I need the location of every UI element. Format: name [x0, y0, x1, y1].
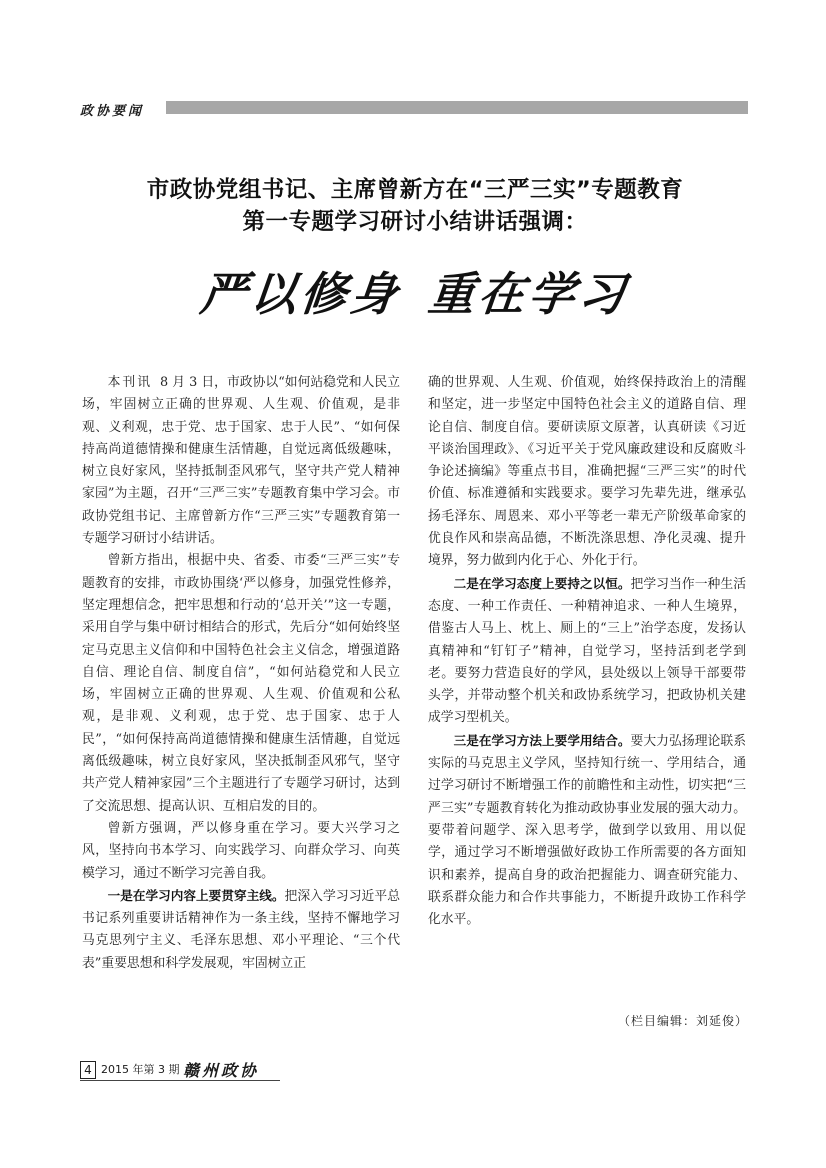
- article-title-line-2: 第一专题学习研讨小结讲话强调：: [242, 209, 588, 235]
- point-2-heading: 二是在学习态度上要持之以恒。: [453, 575, 631, 591]
- issue-label: 2015 年第 3 期: [101, 1063, 180, 1076]
- point-3-heading: 三是在学习方法上要学用结合。: [453, 732, 631, 748]
- article-headline: [77, 258, 754, 324]
- paragraph-continued: 确的世界观、人生观、价值观，始终保持政治上的清醒和坚定，进一步坚定中国特色社会主义的道路自信、理论自信、制度自信。要研读原文原著，认真研读《习近平谈治国理政》、《习近平关于党风廉政建设和反腐败斗争论述摘编》等重点书目，准确把握“三严三实”的时代价值、标准遵循和实践要求。要学习先辈先进，继承弘扬毛泽东、周恩来、邓小平等老一辈无产阶级革命家的优良作风和崇高品德，不断洗涤思想、净化灵魂、提升境界，努力做到内化于心、外化于行。: [428, 375, 746, 569]
- magazine-name: 赣州政协: [183, 1061, 260, 1080]
- point-1-heading: 一是在学习内容上要贯穿主线。: [107, 887, 285, 903]
- paragraph-point-2: [428, 573, 746, 730]
- headline-part-2: 重在学习: [425, 267, 632, 321]
- section-label: 政协要闻: [80, 104, 145, 119]
- point-3-text: 要大力弘扬理论联系实际的马克思主义学风，坚持知行统一、学用结合，通过学习研讨不断增强工作的前瞻性和主动性，切实把“三严三实”专题教育转化为推动政协事业发展的强大动力。要带着问题学、深入思考学，做到学以致用、用以促学，通过学习不断增强做好政协工作所需要的各方面知识和素养，提高自身的政治把握能力、调查研究能力、联系群众能力和合作共事能力，不断提升政协工作科学化水平。: [428, 733, 747, 928]
- page-number: 4: [80, 1061, 96, 1079]
- paragraph-4: [82, 885, 400, 975]
- header-rule: [166, 101, 748, 114]
- point-2-text: 把学习当作一种生活态度、一种工作责任、一种精神追求、一种人生境界，借鉴古人马上、枕上、厕上的“三上”治学态度，发扬认真精神和“钉钉子”精神，自觉学习，坚持活到老学到老。要努力营造良好的学风，县处级以上领导干部要带头学，并带动整个机关和政协系统学习，把政协机关建成学习型机关。: [428, 576, 747, 726]
- paragraph-2: 曾新方指出，根据中央、省委、市委“三严三实”专题教育的安排，市政协围绕‘严以修身，加强党性修养，坚定理想信念，把牢思想和行动的‘总开关’”这一专题，采用自学与集中研讨相结合的形式，先后分“如何始终坚定马克思主义信仰和中国特色社会主义信念，增强道路自信、理论自信、制度自信”，“如何站稳党和人民立场，牢固树立正确的世界观、人生观、价值观和公私观，是非观、义利观，忠于党、忠于国家、忠于人民”，“如何保持高尚道德情操和健康生活情趣，自觉远离低级趣味，树立良好家风，坚决抵制歪风邪气，坚守共产党人精神家园”三个主题进行了专题学习研讨，达到了交流思想、提高认识、互相启发的目的。: [82, 553, 400, 814]
- editor-note: （栏目编辑：刘延俊）: [617, 1014, 748, 1028]
- point-1-text: 把深入学习习近平总书记系列重要讲话精神作为一条主线，坚持不懈地学习马克思列宁主义、毛泽东思想、邓小平理论、“三个代表”重要思想和科学发展观，牢固树立正: [82, 888, 401, 971]
- article-column-left: [82, 372, 400, 975]
- paragraph-3: 曾新方强调，严以修身重在学习。要大兴学习之风，坚持向书本学习、向实践学习、向群众学习、向英模学习，通过不断学习完善自我。: [82, 820, 400, 881]
- article-column-right: [428, 372, 746, 931]
- paragraph-point-3: [428, 730, 746, 932]
- source-tag: 本刊讯: [107, 375, 153, 390]
- article-title-line-1: 市政协党组书记、主席曾新方在“三严三实”专题教育: [146, 177, 684, 203]
- footer-rule: [80, 1080, 280, 1081]
- paragraph-intro: [82, 372, 400, 550]
- headline-part-1: 严以修身: [197, 267, 404, 321]
- paragraph-intro-text: 8 月 3 日，市政协以“如何站稳党和人民立场，牢固树立正确的世界观、人生观、价值观，是非观、义利观，忠于党、忠于国家、忠于人民”、“如何保持高尚道德情操和健康生活情趣，自觉远离低级趣味，树立良好家风，坚持抵制歪风邪气，坚守共产党人精神家园”为主题，召开“三严三实”专题教育集中学习会。市政协党组书记、主席曾新方作“三严三实”专题教育第一专题学习研讨小结讲话。: [82, 375, 401, 547]
